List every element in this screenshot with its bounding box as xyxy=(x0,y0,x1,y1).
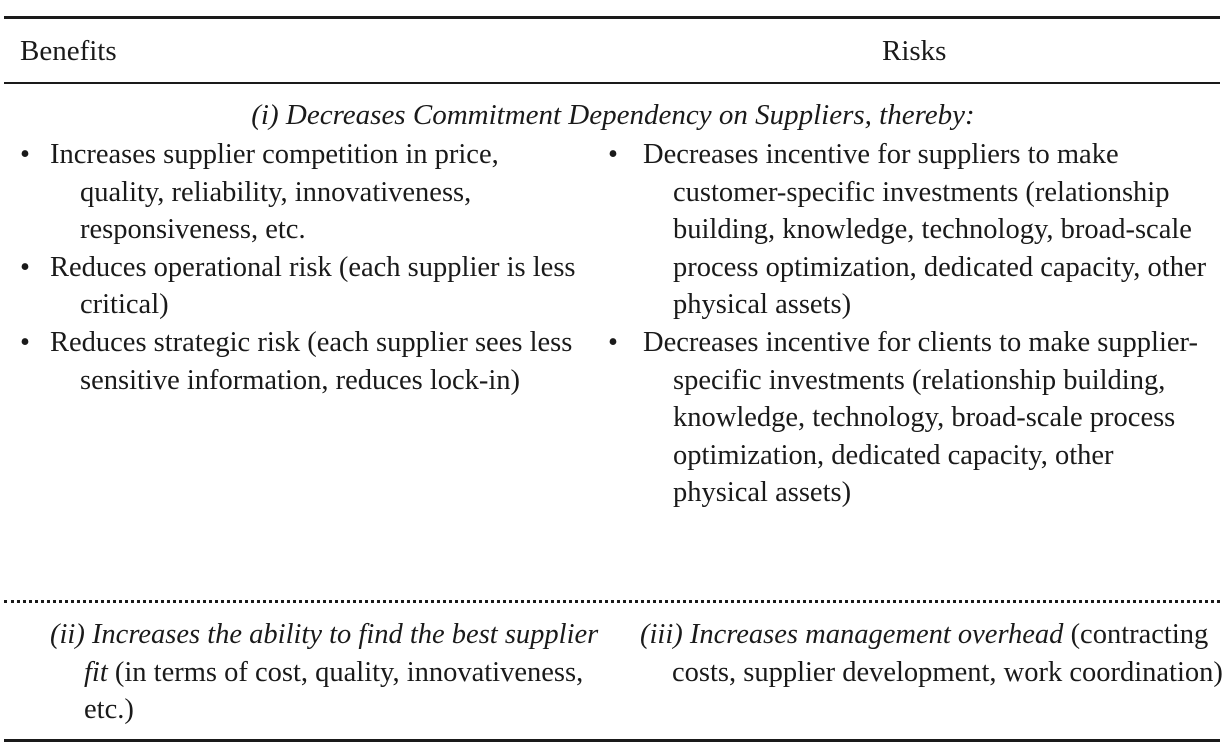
section-iii-heading: (iii) Increases management overhead xyxy=(640,619,1064,650)
risks-column xyxy=(608,136,1208,512)
section-ii-benefit xyxy=(50,616,624,729)
bottom-rule xyxy=(4,739,1220,742)
top-rule xyxy=(4,16,1220,19)
section-ii-heading: (ii) Increases the ability to find the best supplier fit xyxy=(50,619,599,688)
risks-list xyxy=(608,136,1208,512)
section-iii-detail: (contracting costs, supplier development, work coordination) xyxy=(672,619,1223,688)
section-iii-risk xyxy=(640,616,1226,691)
risk-item: • Decreases incentive for suppliers to make customer-specific investments (relationship building, knowledge, technology, broad-scale process optimization, dedicated capacity, other physical assets) xyxy=(608,136,1208,324)
benefits-list xyxy=(20,136,590,399)
risk-item: • Decreases incentive for clients to make supplier-specific investments (relationship building, knowledge, technology, broad-scale process optimization, dedicated capacity, other physical assets) xyxy=(608,324,1208,512)
benefit-item: • Reduces operational risk (each supplier is less critical) xyxy=(20,249,590,324)
column-header-risks: Risks xyxy=(882,35,947,67)
section-ii-detail: (in terms of cost, quality, innovativeness, etc.) xyxy=(84,656,584,726)
section-i-title: (i) Decreases Commitment Dependency on Suppliers, thereby: xyxy=(251,99,975,131)
dotted-separator xyxy=(4,600,1220,603)
column-header-benefits: Benefits xyxy=(20,35,117,67)
benefit-item: • Reduces strategic risk (each supplier sees less sensitive information, reduces lock-in) xyxy=(20,324,590,399)
header-rule xyxy=(4,82,1220,84)
benefit-item: • Increases supplier competition in price, quality, reliability, innovativeness, responsiveness, etc. xyxy=(20,136,590,249)
benefits-column xyxy=(20,136,590,399)
